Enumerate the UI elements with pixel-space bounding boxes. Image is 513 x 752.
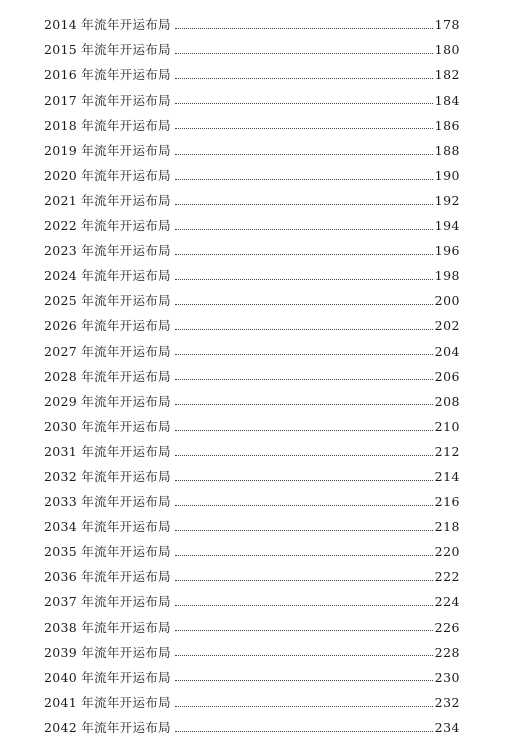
entry-title: 2016 年流年开运布局 [44,67,171,83]
toc-entry[interactable] [44,490,460,515]
dot-leader [175,530,433,531]
entry-page-number: 218 [434,519,460,535]
entry-title: 2017 年流年开运布局 [44,92,171,108]
dot-leader [175,555,433,556]
toc-entry[interactable] [44,264,460,289]
entry-title: 2022 年流年开运布局 [44,218,171,234]
toc-entry[interactable] [44,540,460,565]
entry-page-number: 212 [434,443,460,459]
entry-page-number: 228 [434,644,460,660]
dot-leader [175,229,433,230]
entry-page-number: 214 [434,468,460,484]
entry-title: 2024 年流年开运布局 [44,268,171,284]
entry-page-number: 184 [434,92,460,108]
entry-title: 2021 年流年开运布局 [44,192,171,208]
table-of-contents [44,13,460,741]
toc-entry[interactable] [44,113,460,138]
entry-title: 2033 年流年开运布局 [44,494,171,510]
dot-leader [175,430,433,431]
toc-entry[interactable] [44,590,460,615]
entry-title: 2023 年流年开运布局 [44,243,171,259]
entry-page-number: 232 [434,694,460,710]
entry-page-number: 234 [434,719,460,735]
toc-entry[interactable] [44,164,460,189]
entry-page-number: 196 [434,243,460,259]
entry-page-number: 230 [434,669,460,685]
entry-page-number: 180 [434,42,460,58]
dot-leader [175,103,433,104]
entry-page-number: 186 [434,117,460,133]
entry-page-number: 198 [434,268,460,284]
entry-page-number: 210 [434,418,460,434]
dot-leader [175,731,433,732]
dot-leader [175,480,433,481]
toc-entry[interactable] [44,615,460,640]
entry-title: 2015 年流年开运布局 [44,42,171,58]
entry-page-number: 190 [434,167,460,183]
dot-leader [175,204,433,205]
toc-entry[interactable] [44,63,460,88]
entry-title: 2036 年流年开运布局 [44,569,171,585]
entry-title: 2040 年流年开运布局 [44,669,171,685]
dot-leader [175,179,433,180]
dot-leader [175,655,433,656]
toc-entry[interactable] [44,314,460,339]
entry-title: 2041 年流年开运布局 [44,694,171,710]
dot-leader [175,128,433,129]
entry-page-number: 206 [434,368,460,384]
entry-title: 2027 年流年开运布局 [44,343,171,359]
dot-leader [175,304,433,305]
toc-entry[interactable] [44,465,460,490]
entry-page-number: 182 [434,67,460,83]
toc-entry[interactable] [44,88,460,113]
dot-leader [175,329,433,330]
dot-leader [175,354,433,355]
entry-title: 2038 年流年开运布局 [44,619,171,635]
dot-leader [175,455,433,456]
dot-leader [175,505,433,506]
toc-entry[interactable] [44,640,460,665]
dot-leader [175,78,433,79]
entry-title: 2039 年流年开运布局 [44,644,171,660]
entry-title: 2030 年流年开运布局 [44,418,171,434]
entry-title: 2029 年流年开运布局 [44,393,171,409]
toc-entry[interactable] [44,691,460,716]
entry-page-number: 216 [434,494,460,510]
entry-title: 2014 年流年开运布局 [44,17,171,33]
toc-entry[interactable] [44,364,460,389]
entry-title: 2042 年流年开运布局 [44,719,171,735]
toc-entry[interactable] [44,189,460,214]
toc-entry[interactable] [44,214,460,239]
toc-entry[interactable] [44,665,460,690]
dot-leader [175,279,433,280]
toc-entry[interactable] [44,565,460,590]
entry-title: 2032 年流年开运布局 [44,468,171,484]
dot-leader [175,605,433,606]
dot-leader [175,28,433,29]
toc-entry[interactable] [44,515,460,540]
entry-title: 2031 年流年开运布局 [44,443,171,459]
entry-title: 2020 年流年开运布局 [44,167,171,183]
dot-leader [175,580,433,581]
entry-page-number: 204 [434,343,460,359]
entry-title: 2025 年流年开运布局 [44,293,171,309]
toc-entry[interactable] [44,389,460,414]
entry-page-number: 208 [434,393,460,409]
entry-page-number: 178 [434,17,460,33]
entry-page-number: 220 [434,544,460,560]
toc-entry[interactable] [44,13,460,38]
entry-title: 2028 年流年开运布局 [44,368,171,384]
entry-page-number: 224 [434,594,460,610]
entry-title: 2018 年流年开运布局 [44,117,171,133]
entry-title: 2035 年流年开运布局 [44,544,171,560]
dot-leader [175,404,433,405]
dot-leader [175,706,433,707]
toc-entry[interactable] [44,415,460,440]
toc-entry[interactable] [44,716,460,741]
toc-entry[interactable] [44,440,460,465]
toc-entry[interactable] [44,138,460,163]
toc-entry[interactable] [44,239,460,264]
toc-entry[interactable] [44,289,460,314]
dot-leader [175,630,433,631]
dot-leader [175,680,433,681]
entry-page-number: 192 [434,192,460,208]
entry-page-number: 188 [434,142,460,158]
entry-page-number: 200 [434,293,460,309]
entry-title: 2019 年流年开运布局 [44,142,171,158]
entry-page-number: 222 [434,569,460,585]
dot-leader [175,154,433,155]
entry-page-number: 202 [434,318,460,334]
entry-title: 2034 年流年开运布局 [44,519,171,535]
entry-page-number: 226 [434,619,460,635]
entry-title: 2037 年流年开运布局 [44,594,171,610]
toc-entry[interactable] [44,339,460,364]
dot-leader [175,254,433,255]
entry-page-number: 194 [434,218,460,234]
toc-entry[interactable] [44,38,460,63]
entry-title: 2026 年流年开运布局 [44,318,171,334]
dot-leader [175,379,433,380]
dot-leader [175,53,433,54]
